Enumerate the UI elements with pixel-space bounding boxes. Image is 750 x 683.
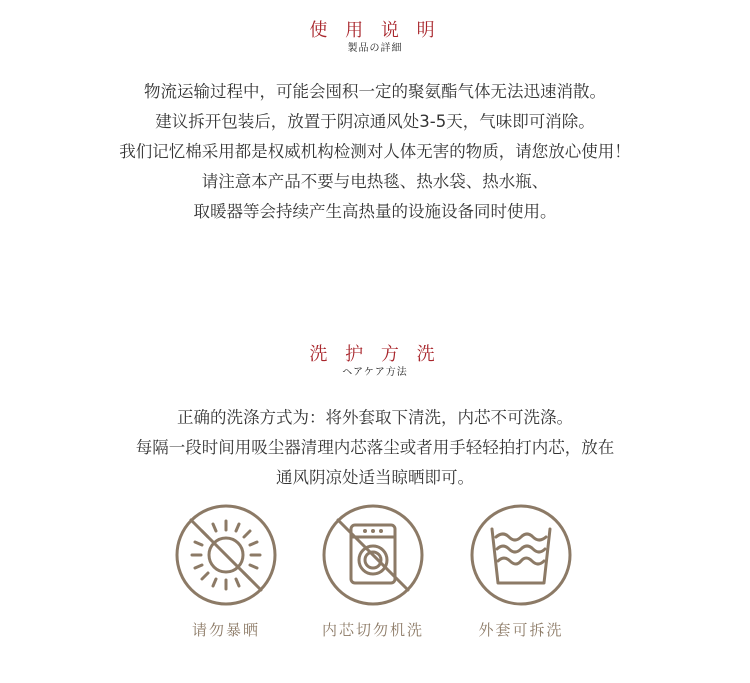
no-sun-label: 请勿暴晒: [191, 621, 260, 639]
care-icon-item: [156, 503, 296, 639]
care-title: 洗 护 方 洗: [309, 344, 441, 365]
care-line: 通风阴凉处适当晾晒即可。: [276, 468, 474, 487]
care-icon-item: [303, 503, 443, 639]
details-line: 请注意本产品不要与电热毯、热水袋、热水瓶、: [201, 172, 549, 191]
no-machine-wash-label: 内芯切勿机洗: [321, 621, 424, 639]
washable-icon: [469, 503, 573, 607]
details-line: 我们记忆棉采用都是权威机构检测对人体无害的物质，请您放心使用！: [119, 142, 631, 161]
care-line: 正确的洗涤方式为：将外套取下清洗，内芯不可洗涤。: [177, 408, 573, 427]
no-machine-wash-icon: [321, 503, 425, 607]
details-paragraph: [0, 77, 750, 227]
washable-label: 外套可拆洗: [478, 621, 564, 639]
details-title: 使 用 说 明: [309, 20, 441, 41]
details-line: 取暖器等会持续产生高热量的设施设备同时使用。: [193, 202, 557, 221]
care-paragraph: [0, 403, 750, 493]
details-line: 物流运输过程中，可能会囤积一定的聚氨酯气体无法迅速消散。: [144, 82, 606, 101]
care-icon-item: [451, 503, 591, 639]
no-sun-icon: [174, 503, 278, 607]
care-subtitle: ヘアケア方法: [342, 367, 408, 378]
care-icons-row: [0, 503, 750, 653]
care-section: [0, 344, 750, 493]
details-section: [0, 20, 750, 227]
details-subtitle: 製品の詳細: [347, 43, 403, 54]
details-line: 建议拆开包装后，放置于阴凉通风处3-5天，气味即可消除。: [155, 112, 595, 131]
care-line: 每隔一段时间用吸尘器清理内芯落尘或者用手轻轻拍打内芯，放在: [135, 438, 615, 457]
